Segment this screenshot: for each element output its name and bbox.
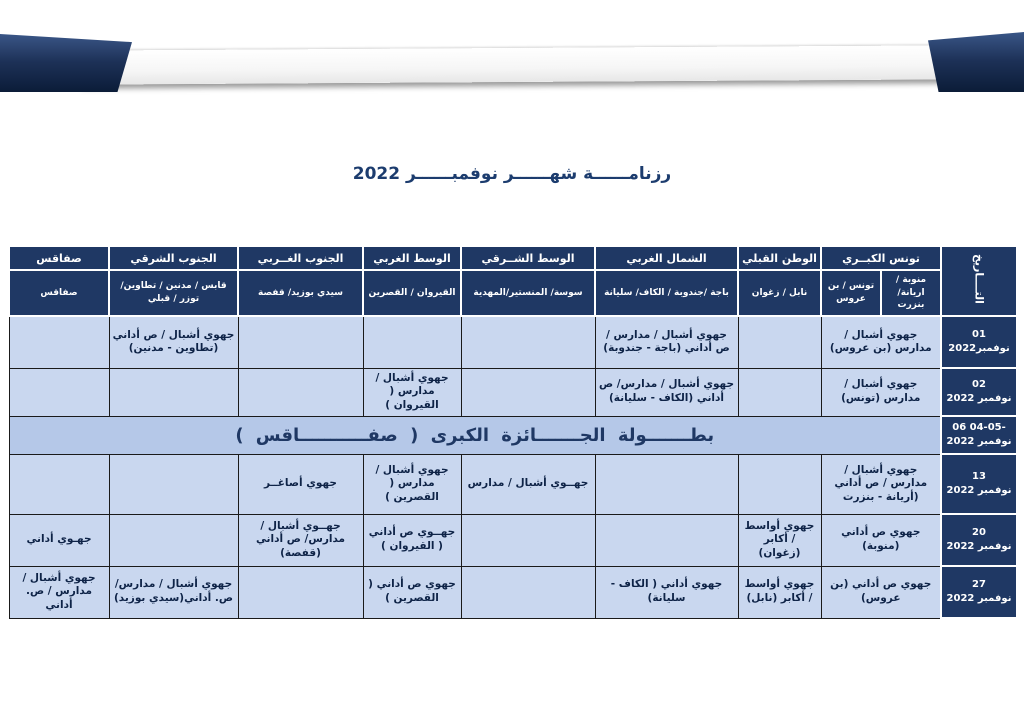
grand-prize-row xyxy=(9,416,1017,454)
schedule-row-20 xyxy=(9,514,1017,566)
schedule-cell xyxy=(738,316,821,368)
schedule-table xyxy=(8,245,1018,619)
subheader-nabeul-zaghouan: نابل / زغوان xyxy=(738,270,821,316)
date-cell xyxy=(941,368,1017,416)
subheader-beja-jendouba-kef-siliana: باجة /جندوبة / الكاف/ سليانة xyxy=(595,270,738,316)
banner-ribbon xyxy=(82,45,944,84)
schedule-cell: جهوي أشبال / مدارس (بن عروس) xyxy=(821,316,941,368)
date-cell xyxy=(941,514,1017,566)
schedule-cell xyxy=(461,566,595,618)
schedule-cell: جهوي أشبال / مدارس / ص أداني (أريانة - بنزرت xyxy=(821,454,941,514)
date-day: 13 xyxy=(972,471,986,482)
date-day: 20 xyxy=(972,527,986,538)
date-month: نوفمبر 2022 xyxy=(946,593,1012,604)
schedule-cell xyxy=(109,514,238,566)
schedule-cell: جهوي أشبال / مدارس/ ص أداني (الكاف - سليانة) xyxy=(595,368,738,416)
subheader-sousse-monastir-mahdia: سوسة/ المنستير/المهدية xyxy=(461,270,595,316)
date-day: 27 xyxy=(972,579,986,590)
region-header-center-west: الوسط الغربي xyxy=(363,246,461,270)
date-column-header xyxy=(941,246,1017,316)
header-row-governorates xyxy=(9,270,1017,316)
subheader-tunis-ben-arous: تونس / بن عروس xyxy=(821,270,881,316)
date-cell xyxy=(941,566,1017,618)
region-header-north-west: الشمال الغربي xyxy=(595,246,738,270)
date-month: نوفمبر2022 xyxy=(948,343,1010,354)
schedule-cell xyxy=(238,566,363,618)
subheader-manouba-ariana-bizerte: منوبة / اريانة/بنزرت xyxy=(881,270,941,316)
schedule-cell: جهوي أواسط / أكابر (زغوان) xyxy=(738,514,821,566)
schedule-cell: جهوي أشبال / مدارس (تونس) xyxy=(821,368,941,416)
date-day: 01 xyxy=(972,329,986,340)
schedule-cell: جهوي ص أداني (منوبة) xyxy=(821,514,941,566)
schedule-cell: جهوي أشبال / مدارس / ص أداني (باجة - جندوبة) xyxy=(595,316,738,368)
banner-right-shape xyxy=(928,32,1024,92)
schedule-cell xyxy=(461,514,595,566)
schedule-cell: جهوي أشبال / مدارس ( القصرين ) xyxy=(363,454,461,514)
schedule-cell xyxy=(9,368,109,416)
schedule-cell xyxy=(461,368,595,416)
date-cell xyxy=(941,316,1017,368)
schedule-cell xyxy=(109,368,238,416)
schedule-cell xyxy=(238,316,363,368)
subheader-gabes-medenine-tataouine-tozeur-kebili: قابس / مدنين / تطاوين/ توزر / قبلي xyxy=(109,270,238,316)
date-column-header-label: التــــاريخ xyxy=(972,254,986,304)
letterhead-banner xyxy=(0,30,1024,96)
schedule-cell xyxy=(461,316,595,368)
header-row-regions xyxy=(9,246,1017,270)
document-title: رزنامــــــة شهــــــر نوفمبــــــر 2022 xyxy=(352,164,672,184)
subheader-sidibouzid-gafsa: سيدي بوزيد/ قفصة xyxy=(238,270,363,316)
region-header-sfax: صفاقس xyxy=(9,246,109,270)
schedule-cell: جهوي أصاغــر xyxy=(238,454,363,514)
schedule-cell xyxy=(738,454,821,514)
schedule-cell: جهوي ص أداني ( القصرين ) xyxy=(363,566,461,618)
schedule-cell xyxy=(363,316,461,368)
date-day: 06 04-05- xyxy=(952,422,1006,433)
schedule-cell: جهـوي أداني xyxy=(9,514,109,566)
schedule-cell: جهوي أواسط / أكابر (نابل) xyxy=(738,566,821,618)
schedule-cell xyxy=(238,368,363,416)
subheader-kairouan-kasserine: القيروان / القصرين xyxy=(363,270,461,316)
schedule-cell: جهــوي أشبال / مدارس/ ص أداني (قفصة) xyxy=(238,514,363,566)
schedule-cell xyxy=(595,514,738,566)
schedule-cell: جهوي أشبال / مدارس/ ص. أداني(سيدي بوزيد) xyxy=(109,566,238,618)
date-month: نوفمبر 2022 xyxy=(946,485,1012,496)
schedule-cell xyxy=(9,316,109,368)
schedule-row-27 xyxy=(9,566,1017,618)
schedule-cell: جهــوي ص أداني ( القيروان ) xyxy=(363,514,461,566)
schedule-cell xyxy=(595,454,738,514)
date-cell xyxy=(941,416,1017,454)
date-cell xyxy=(941,454,1017,514)
subheader-sfax: صفاقس xyxy=(9,270,109,316)
region-header-cap-bon: الوطن القبلي xyxy=(738,246,821,270)
schedule-cell xyxy=(738,368,821,416)
date-month: نوفمبر 2022 xyxy=(946,541,1012,552)
schedule-row-13 xyxy=(9,454,1017,514)
date-month: نوفمبر 2022 xyxy=(946,393,1012,404)
date-day: 02 xyxy=(972,379,986,390)
schedule-cell: جهــوي أشبال / مدارس xyxy=(461,454,595,514)
schedule-cell: جهوي ص أداني (بن عروس) xyxy=(821,566,941,618)
schedule-cell: جهوي أشبال / مدارس / ص. أداني xyxy=(9,566,109,618)
schedule-row-01 xyxy=(9,316,1017,368)
region-header-south-west: الجنوب الغــربي xyxy=(238,246,363,270)
date-month: نوفمبر 2022 xyxy=(946,436,1012,447)
region-header-south-east: الجنوب الشرقي xyxy=(109,246,238,270)
banner-left-shape xyxy=(0,34,132,92)
schedule-cell: جهوي أداني ( الكاف - سليانة) xyxy=(595,566,738,618)
grand-prize-cell: بطـــــــولة الجـــــــائزة الكبرى ( صفـــــــــــاقس ) xyxy=(9,416,941,454)
schedule-cell xyxy=(109,454,238,514)
schedule-cell: جهوي أشبال / مدارس ( القيروان ) xyxy=(363,368,461,416)
schedule-cell xyxy=(9,454,109,514)
schedule-cell: جهوي أشبال / ص أداني (تطاوين - مدنين) xyxy=(109,316,238,368)
region-header-grand-tunis: تونس الكبــري xyxy=(821,246,941,270)
schedule-row-02 xyxy=(9,368,1017,416)
region-header-center-east: الوسط الشــرقي xyxy=(461,246,595,270)
